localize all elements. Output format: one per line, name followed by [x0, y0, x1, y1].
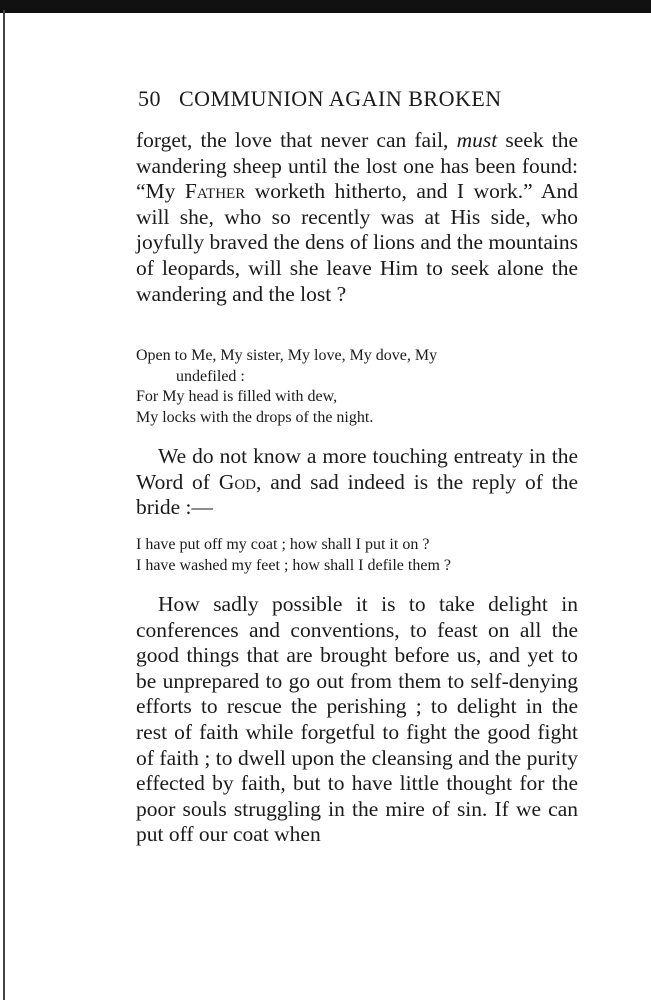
page-top-border: [0, 0, 651, 13]
paragraph-1-part3: worketh hitherto, and I work.” And will she, who so recently was at His side, who joyfully braved the dens of lions and the mountains of leopards, will she leave Him to seek alone the wandering and the lost ?: [136, 179, 579, 306]
paragraph-1-part2: seek the wandering sheep until the lost one has been found: “My: [136, 128, 579, 204]
paragraph-2-part2: , and sad indeed is the reply of the bride :—: [136, 469, 579, 520]
running-title: COMMUNION AGAIN BROKEN: [179, 86, 502, 111]
verse-2-line-2: I have washed my feet ; how shall I defile them ?: [136, 556, 451, 574]
verse-1-line-3: For My head is filled with dew,: [136, 388, 338, 405]
paragraph-1-emphasis: must: [456, 128, 498, 152]
paragraph-1-part1: forget, the love that never can fail,: [136, 128, 449, 152]
page-left-border: [3, 10, 5, 1000]
verse-1-line-1: Open to Me, My sister, My love, My dove, My: [136, 347, 438, 364]
verse-1-line-2: undefiled :: [176, 367, 245, 385]
paragraph-2-part1: We do not know a more touching entreaty in the Word of: [136, 444, 578, 494]
paragraph-3: How sadly possible it is to take delight in conferences and conventions, to feast on all the good things that are brought before us, and yet to be unprepared to go out from them to self-denying efforts to rescue the perishing ; to delight in the rest of faith while forgetful to fight the good fight of faith ; to dwell upon the cleansing and the purity effected by faith, but to have little thought for the poor souls struggling in the mire of sin. If we can put off our coat when: [136, 592, 578, 847]
verse-block-1: [136, 346, 581, 428]
verse-2-line-1: I have put off my coat ; how shall I put it on ?: [136, 536, 430, 553]
paragraph-2: [136, 444, 578, 521]
page-number: 50: [138, 86, 161, 111]
verse-block-2: [136, 535, 581, 576]
paragraph-1-smallcaps: Father: [184, 179, 246, 204]
verse-1-line-4: My locks with the drops of the night.: [136, 408, 374, 426]
paragraph-1: [136, 128, 578, 307]
running-header: [138, 86, 578, 112]
paragraph-2-smallcaps: God: [218, 469, 257, 494]
